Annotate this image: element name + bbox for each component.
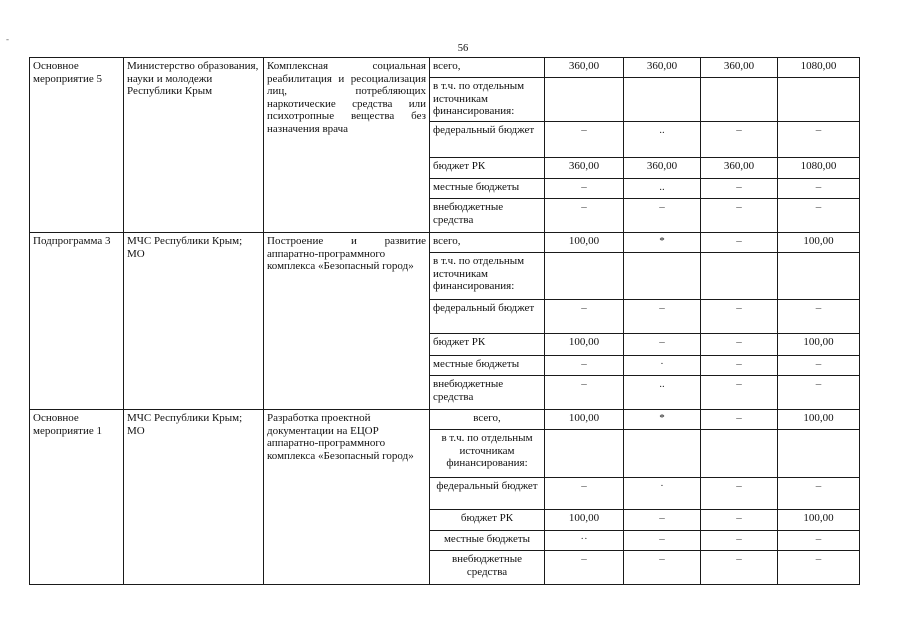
- value-year-3: 360,00: [701, 158, 778, 179]
- value-year-1: –: [545, 551, 624, 585]
- value-total: –: [778, 356, 860, 376]
- value-year-1: [545, 430, 624, 478]
- funding-source: внебюджетные средства: [430, 551, 545, 585]
- value-year-2: [624, 78, 701, 122]
- value-year-1: –: [545, 179, 624, 199]
- block-description: Разработка проектной документации на ЕЦОР аппаратно-программного комплекса «Безопасный город»: [264, 410, 430, 585]
- funding-source: всего,: [430, 233, 545, 253]
- value-year-3: [701, 430, 778, 478]
- value-year-3: –: [701, 551, 778, 585]
- value-total: –: [778, 478, 860, 510]
- funding-source: федеральный бюджет: [430, 478, 545, 510]
- block-responsible: МЧС Республики Крым; МО: [124, 410, 264, 585]
- value-year-2: ..: [624, 122, 701, 158]
- block-name: Основное мероприятие 5: [30, 58, 124, 233]
- value-year-1: 360,00: [545, 58, 624, 78]
- value-year-1: –: [545, 356, 624, 376]
- value-year-1: –: [545, 478, 624, 510]
- table-row: [30, 58, 860, 78]
- value-total: 1080,00: [778, 58, 860, 78]
- value-year-3: [701, 78, 778, 122]
- block-description: Построение и развитие аппаратно-программного комплекса «Безопасный город»: [264, 233, 430, 410]
- block-responsible: Министерство образования, науки и молодежи Республики Крым: [124, 58, 264, 233]
- page-number: 56: [457, 43, 469, 54]
- funding-source: местные бюджеты: [430, 531, 545, 551]
- value-year-2: [624, 430, 701, 478]
- value-year-2: *: [624, 233, 701, 253]
- value-year-1: –: [545, 199, 624, 233]
- value-total: 100,00: [778, 510, 860, 531]
- value-year-2: 360,00: [624, 58, 701, 78]
- value-year-2: ..: [624, 179, 701, 199]
- value-year-2: –: [624, 531, 701, 551]
- value-total: 100,00: [778, 410, 860, 430]
- value-year-1: [545, 253, 624, 300]
- value-year-1: –: [545, 122, 624, 158]
- block-responsible: МЧС Республики Крым; МО: [124, 233, 264, 410]
- value-year-2: –: [624, 199, 701, 233]
- value-year-3: –: [701, 356, 778, 376]
- value-year-1: 100,00: [545, 510, 624, 531]
- value-year-1: –: [545, 300, 624, 334]
- funding-source: местные бюджеты: [430, 179, 545, 199]
- value-year-1: –: [545, 376, 624, 410]
- funding-source: федеральный бюджет: [430, 300, 545, 334]
- value-total: [778, 78, 860, 122]
- budget-table: [29, 57, 860, 585]
- value-total: –: [778, 376, 860, 410]
- block-name: Подпрограмма 3: [30, 233, 124, 410]
- funding-source: бюджет РК: [430, 334, 545, 356]
- value-total: –: [778, 199, 860, 233]
- value-total: –: [778, 179, 860, 199]
- value-total: –: [778, 531, 860, 551]
- funding-source: бюджет РК: [430, 510, 545, 531]
- value-year-3: –: [701, 410, 778, 430]
- value-year-3: –: [701, 376, 778, 410]
- funding-source: бюджет РК: [430, 158, 545, 179]
- value-year-3: –: [701, 300, 778, 334]
- value-total: –: [778, 551, 860, 585]
- funding-source: федеральный бюджет: [430, 122, 545, 158]
- value-total: –: [778, 300, 860, 334]
- value-year-2: ..: [624, 376, 701, 410]
- value-total: 100,00: [778, 233, 860, 253]
- value-year-1: ··: [545, 531, 624, 551]
- funding-source: в т.ч. по отдельным источникам финансирования:: [430, 253, 545, 300]
- block-description: Комплексная социальная реабилитация и ресоциализация лиц, потребляющих наркотические средства или психотропные вещества без назначения врача: [264, 58, 430, 233]
- value-year-1: 360,00: [545, 158, 624, 179]
- value-year-2: –: [624, 551, 701, 585]
- value-year-3: –: [701, 199, 778, 233]
- value-year-3: –: [701, 531, 778, 551]
- value-year-1: 100,00: [545, 334, 624, 356]
- value-year-1: [545, 78, 624, 122]
- value-year-3: –: [701, 179, 778, 199]
- value-total: 1080,00: [778, 158, 860, 179]
- table-row: [30, 410, 860, 430]
- value-year-3: –: [701, 233, 778, 253]
- value-year-2: ·: [624, 356, 701, 376]
- value-year-1: 100,00: [545, 233, 624, 253]
- value-year-1: 100,00: [545, 410, 624, 430]
- value-total: –: [778, 122, 860, 158]
- value-year-2: *: [624, 410, 701, 430]
- value-year-3: [701, 253, 778, 300]
- value-year-3: 360,00: [701, 58, 778, 78]
- value-year-2: ·: [624, 478, 701, 510]
- value-year-2: –: [624, 510, 701, 531]
- funding-source: всего,: [430, 58, 545, 78]
- funding-source: местные бюджеты: [430, 356, 545, 376]
- value-year-2: –: [624, 334, 701, 356]
- funding-source: внебюджетные средства: [430, 199, 545, 233]
- value-year-3: –: [701, 122, 778, 158]
- value-year-2: –: [624, 300, 701, 334]
- value-year-2: 360,00: [624, 158, 701, 179]
- value-total: 100,00: [778, 334, 860, 356]
- block-name: Основное мероприятие 1: [30, 410, 124, 585]
- table-row: [30, 233, 860, 253]
- funding-source: в т.ч. по отдельным источникам финансирования:: [430, 430, 545, 478]
- value-total: [778, 253, 860, 300]
- funding-source: внебюджетные средства: [430, 376, 545, 410]
- value-year-3: –: [701, 510, 778, 531]
- scan-edge-mark: -: [6, 34, 9, 44]
- funding-source: всего,: [430, 410, 545, 430]
- value-year-3: –: [701, 478, 778, 510]
- value-year-3: –: [701, 334, 778, 356]
- value-year-2: [624, 253, 701, 300]
- funding-source: в т.ч. по отдельным источникам финансирования:: [430, 78, 545, 122]
- value-total: [778, 430, 860, 478]
